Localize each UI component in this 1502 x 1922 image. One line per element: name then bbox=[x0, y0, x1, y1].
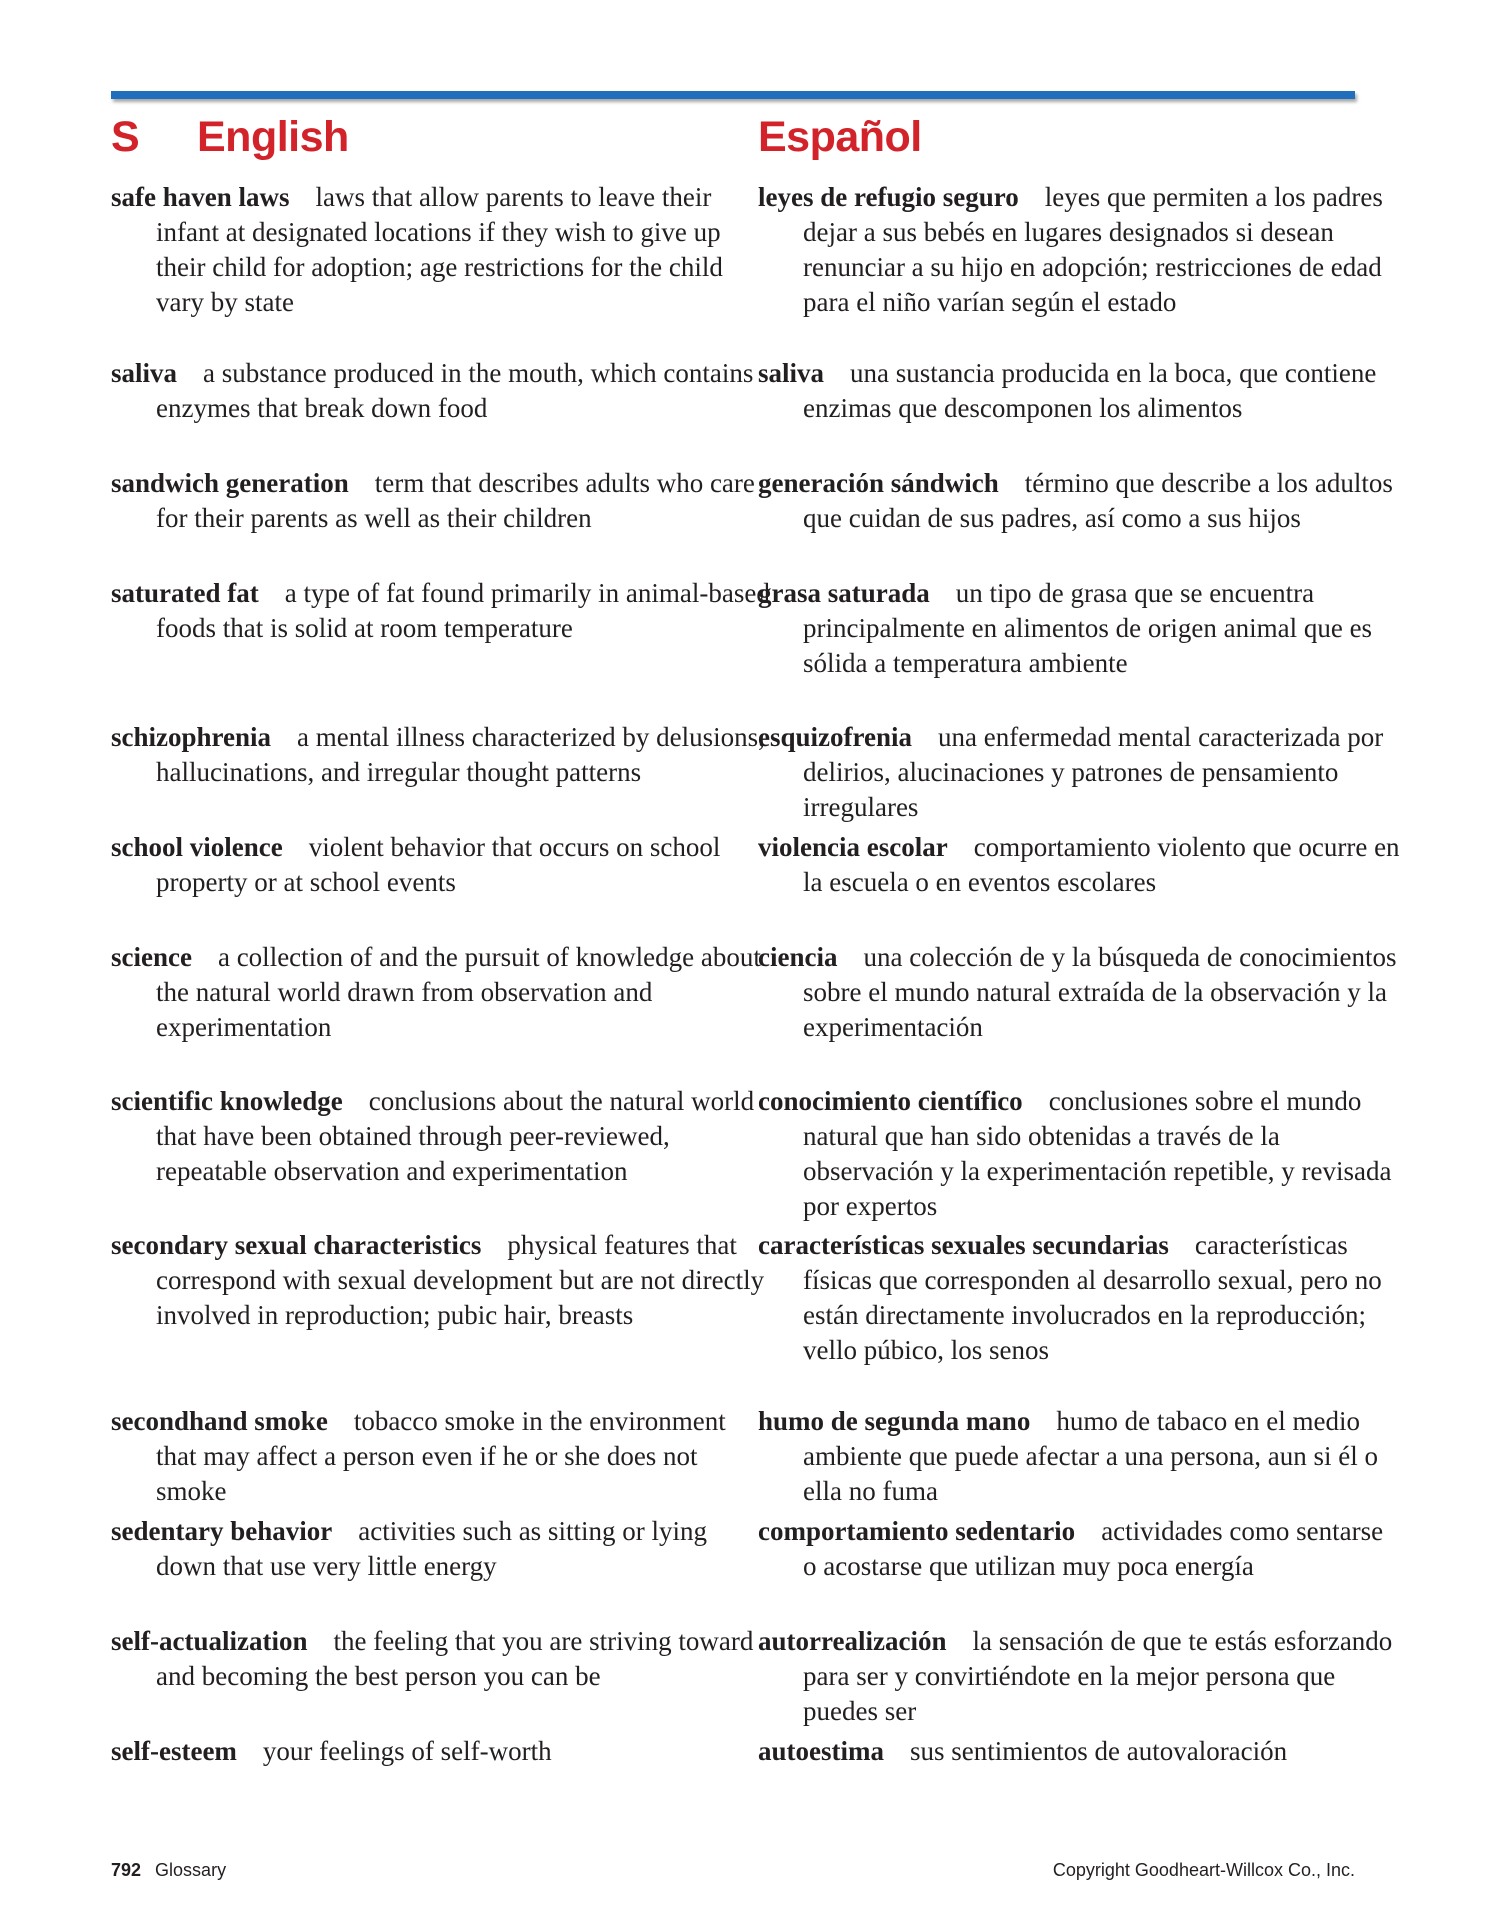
page-number: 792 bbox=[111, 1860, 142, 1880]
entry-term: autorrealización bbox=[758, 1626, 947, 1656]
entry-term: science bbox=[111, 942, 192, 972]
entry-definition: term that describes adults who care for their parents as well as their children bbox=[156, 468, 755, 533]
entry-definition: a substance produced in the mouth, which contains enzymes that break down food bbox=[156, 358, 754, 423]
glossary-entry-en bbox=[111, 356, 771, 426]
entry-term: self-actualization bbox=[111, 1626, 308, 1656]
entry-definition: sus sentimientos de autovaloración bbox=[909, 1736, 1288, 1766]
entry-term: school violence bbox=[111, 832, 283, 862]
entry-definition: características físicas que corresponden al desarrollo sexual, pero no están directamente involucrados en la reproducción; vello púbico, los senos bbox=[803, 1230, 1382, 1365]
top-rule bbox=[111, 91, 1355, 99]
glossary-entry-es bbox=[758, 830, 1403, 900]
glossary-entry-en bbox=[111, 1084, 771, 1189]
entry-term: violencia escolar bbox=[758, 832, 948, 862]
entry-definition: comportamiento violento que ocurre en la escuela o en eventos escolares bbox=[803, 832, 1400, 897]
entry-term: humo de segunda mano bbox=[758, 1406, 1031, 1436]
entry-term: safe haven laws bbox=[111, 182, 290, 212]
entry-term: leyes de refugio seguro bbox=[758, 182, 1019, 212]
section-letter: S bbox=[111, 113, 140, 161]
entry-term: saturated fat bbox=[111, 578, 259, 608]
glossary-entry-en bbox=[111, 1404, 771, 1509]
entry-definition: activities such as sitting or lying down that use very little energy bbox=[156, 1516, 707, 1581]
glossary-entry-es bbox=[758, 576, 1403, 681]
entry-definition: una colección de y la búsqueda de conocimientos sobre el mundo natural extraída de la observación y la experimentación bbox=[803, 942, 1397, 1042]
entry-definition: the feeling that you are striving toward and becoming the best person you can be bbox=[156, 1626, 754, 1691]
entry-term: secondary sexual characteristics bbox=[111, 1230, 482, 1260]
glossary-entry-en bbox=[111, 576, 771, 646]
glossary-entry-en bbox=[111, 466, 771, 536]
entry-definition: your feelings of self-worth bbox=[262, 1736, 552, 1766]
entry-term: ciencia bbox=[758, 942, 838, 972]
entry-definition: tobacco smoke in the environment that may affect a person even if he or she does not smoke bbox=[156, 1406, 726, 1506]
entry-term: scientific knowledge bbox=[111, 1086, 343, 1116]
glossary-entry-es bbox=[758, 466, 1403, 536]
entry-term: sandwich generation bbox=[111, 468, 349, 498]
glossary-entry-es bbox=[758, 1404, 1403, 1509]
entry-term: saliva bbox=[758, 358, 825, 388]
entry-definition: conclusiones sobre el mundo natural que han sido obtenidas a través de la observación y la experimentación repetible, y revisada por expertos bbox=[803, 1086, 1392, 1221]
glossary-entry-es bbox=[758, 1624, 1403, 1729]
glossary-entry-es bbox=[758, 356, 1403, 426]
entry-definition: physical features that correspond with sexual development but are not directly involved in reproduction; pubic hair, breasts bbox=[156, 1230, 765, 1330]
section-name: Glossary bbox=[155, 1860, 227, 1880]
entry-definition: un tipo de grasa que se encuentra principalmente en alimentos de origen animal que es sólida a temperatura ambiente bbox=[803, 578, 1373, 678]
entry-term: autoestima bbox=[758, 1736, 884, 1766]
entry-definition: una sustancia producida en la boca, que contiene enzimas que descomponen los alimentos bbox=[803, 358, 1377, 423]
glossary-entry-en bbox=[111, 1734, 771, 1769]
entry-term: sedentary behavior bbox=[111, 1516, 333, 1546]
entry-definition: una enfermedad mental caracterizada por delirios, alucinaciones y patrones de pensamiento irregulares bbox=[803, 722, 1384, 822]
page-footer-left bbox=[111, 1860, 226, 1881]
glossary-entry-es bbox=[758, 1228, 1403, 1368]
entry-term: conocimiento científico bbox=[758, 1086, 1023, 1116]
glossary-entry-en bbox=[111, 720, 771, 790]
entry-definition: a type of fat found primarily in animal-based foods that is solid at room temperature bbox=[156, 578, 770, 643]
entry-definition: término que describe a los adultos que cuidan de sus padres, así como a sus hijos bbox=[803, 468, 1393, 533]
english-column-title: English bbox=[197, 113, 349, 161]
glossary-entry-es bbox=[758, 180, 1403, 320]
entry-definition: conclusions about the natural world that have been obtained through peer-reviewed, repeatable observation and experimentation bbox=[156, 1086, 755, 1186]
glossary-entry-es bbox=[758, 1514, 1403, 1584]
spanish-column-title: Español bbox=[758, 113, 922, 161]
glossary-entry-en bbox=[111, 180, 771, 320]
entry-term: schizophrenia bbox=[111, 722, 272, 752]
entry-term: saliva bbox=[111, 358, 178, 388]
entry-term: comportamiento sedentario bbox=[758, 1516, 1076, 1546]
entry-definition: la sensación de que te estás esforzando para ser y convirtiéndote en la mejor persona que puedes ser bbox=[803, 1626, 1393, 1726]
glossary-entry-en bbox=[111, 940, 771, 1045]
entry-term: self-esteem bbox=[111, 1736, 237, 1766]
entry-definition: leyes que permiten a los padres dejar a sus bebés en lugares designados si desean renunciar a su hijo en adopción; restricciones de edad para el niño varían según el estado bbox=[803, 182, 1383, 317]
entry-definition: a mental illness characterized by delusions, hallucinations, and irregular thought patterns bbox=[156, 722, 765, 787]
entry-term: secondhand smoke bbox=[111, 1406, 328, 1436]
glossary-entry-es bbox=[758, 940, 1403, 1045]
glossary-entry-en bbox=[111, 1514, 771, 1584]
entry-term: grasa saturada bbox=[758, 578, 930, 608]
entry-term: generación sándwich bbox=[758, 468, 999, 498]
glossary-entry-es bbox=[758, 1084, 1403, 1224]
entry-term: esquizofrenia bbox=[758, 722, 912, 752]
entry-definition: humo de tabaco en el medio ambiente que puede afectar a una persona, aun si él o ella no fuma bbox=[803, 1406, 1378, 1506]
glossary-entry-es bbox=[758, 1734, 1403, 1769]
glossary-entry-en bbox=[111, 1624, 771, 1694]
glossary-entry-es bbox=[758, 720, 1403, 825]
entry-term: características sexuales secundarias bbox=[758, 1230, 1169, 1260]
glossary-entry-en bbox=[111, 1228, 771, 1333]
glossary-entry-en bbox=[111, 830, 771, 900]
entry-definition: violent behavior that occurs on school property or at school events bbox=[156, 832, 721, 897]
entry-definition: laws that allow parents to leave their infant at designated locations if they wish to give up their child for adoption; age restrictions for the child vary by state bbox=[156, 182, 723, 317]
entry-definition: a collection of and the pursuit of knowledge about the natural world drawn from observation and experimentation bbox=[156, 942, 761, 1042]
entry-definition: actividades como sentarse o acostarse que utilizan muy poca energía bbox=[803, 1516, 1384, 1581]
copyright-notice: Copyright Goodheart-Willcox Co., Inc. bbox=[1052, 1860, 1355, 1880]
